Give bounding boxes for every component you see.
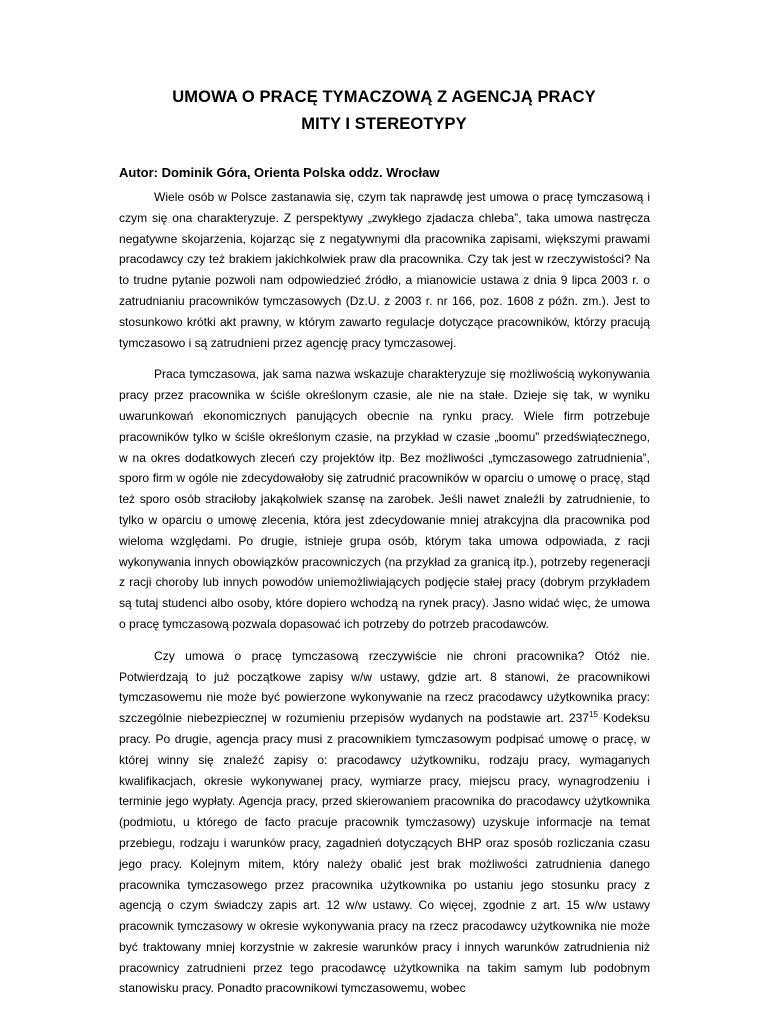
title-line-1: UMOWA O PRACĘ TYMACZOWĄ Z AGENCJĄ PRACY (172, 88, 596, 106)
document-body (119, 187, 650, 1010)
title-block (0, 84, 768, 138)
paragraph-2: Praca tymczasowa, jak sama nazwa wskazuje charakteryzuje się możliwością wykonywania pracy przez pracownika w ściśle określonym czasie, ale nie na stałe. Dzieje się tak, w wyniku uwarunkowań ekonomicznych panujących obecnie na rynku pracy. Wiele firm potrzebuje pracowników tylko w ściśle określonym czasie, na przykład w czasie „boomu” przedświątecznego, w na okres dodatkowych zleceń czy projektów itp. Bez możliwości „tymczasowego zatrudnienia”, sporo firm w ogóle nie zdecydowałoby się zatrudnić pracowników w oparciu o umowę o pracę, stąd też sporo osób straciłoby jakąkolwiek szansę na zarobek. Jeśli nawet znaleźli by zatrudnienie, to tylko w oparciu o umowę zlecenia, która jest zdecydowanie mniej atrakcyjna dla pracownika pod wieloma względami. Po drugie, istnieje grupa osób, którym taka umowa odpowiada, z racji wykonywania innych obowiązków pracowniczych (na przykład za granicą itp.), potrzeby regeneracji z racji choroby lub innych powodów uniemożliwiających podjęcie stałej pracy (dobrym przykładem są tutaj studenci albo osoby, które dopiero wchodzą na rynek pracy). Jasno widać więc, że umowa o pracę tymczasową pozwala dopasować ich potrzeby do potrzeb pracodawców. (119, 367, 650, 631)
author-line: Autor: Dominik Góra, Orienta Polska oddz. Wrocław (119, 165, 440, 180)
paragraph-1: Wiele osób w Polsce zastanawia się, czym tak naprawdę jest umowa o pracę tymczasową i czym się ona charakteryzuje. Z perspektywy „zwykłego zjadacza chleba”, taka umowa nastręcza negatywne skojarzenia, kojarząc się z negatywnymi dla pracownika zapisami, większymi prawami pracodawcy czy też brakiem jakichkolwiek praw dla pracownika. Czy tak jest w rzeczywistości? Na to trudne pytanie pozwoli nam odpowiedzieć źródło, a mianowicie ustawa z dnia 9 lipca 2003 r. o zatrudnianiu pracowników tymczasowych (Dz.U. z 2003 r. nr 166, poz. 1608 z późn. zm.). Jest to stosunkowo krótki akt prawny, w którym zawarto regulacje dotyczące pracowników, którzy pracują tymczasowo i są zatrudnieni przez agencję pracy tymczasowej. (119, 190, 650, 350)
paragraph-3 (119, 646, 650, 1000)
paragraph-3-part-1: Czy umowa o pracę tymczasową rzeczywiście nie chroni pracownika? Otóż nie. Potwierdzają to już początkowe zapisy w/w ustawy, gdzie art. 8 stanowi, że pracownikowi tymczasowemu nie może być powierzone wykonywanie na rzecz pracodawcy użytkownika pracy: szczególnie niebezpiecznej w rozumieniu przepisów wydanych na podstawie art. 237 (119, 648, 650, 726)
title-line-2: MITY I STEREOTYPY (301, 115, 467, 133)
article-superscript: 15 (589, 710, 598, 720)
paragraph-3-part-2: Kodeksu pracy. Po drugie, agencja pracy musi z pracownikiem tymczasowym podpisać umowę o pracę, w której winny się znaleźć zapisy o: pracodawcy użytkowniku, rodzaju pracy, wymaganych kwalifikacjach, okresie wykonywanej pracy, wymiarze pracy, miejscu pracy, wynagrodzeniu i terminie jego wypłaty. Agencja pracy, przed skierowaniem pracownika do pracodawcy użytkownika (podmiotu, u którego de facto pracuje pracownik tymczasowy) uzyskuje informacje na temat przebiegu, rodzaju i warunków pracy, zagadnień dotyczących BHP oraz sposób rozliczania czasu jego pracy. Kolejnym mitem, który należy obalić jest brak możliwości zatrudnienia danego pracownika tymczasowego przez pracownika użytkownika po ustaniu jego stosunku pracy z agencją o czym świadczy zapis art. 12 w/w ustawy. Co więcej, zgodnie z art. 15 w/w ustawy pracownik tymczasowy w okresie wykonywania pracy na rzecz pracodawcy użytkownika nie może być traktowany mniej korzystnie w zakresie warunków pracy i innych warunków zatrudnienia niż pracownicy zatrudnieni przez tego pracodawcę użytkownika na takim samym lub podobnym stanowisku pracy. Ponadto pracownikowi tymczasowemu, wobec (119, 711, 650, 996)
